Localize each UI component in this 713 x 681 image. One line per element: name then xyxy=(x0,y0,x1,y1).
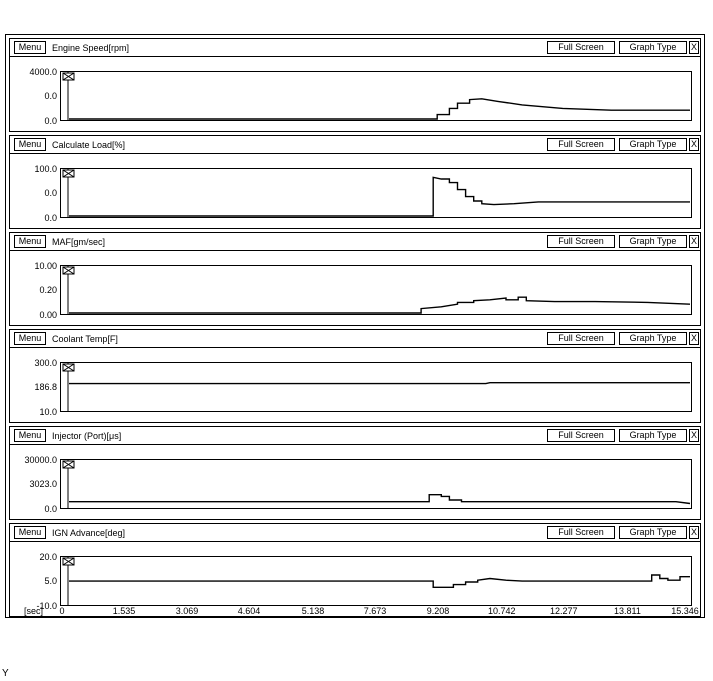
time-tick-label: 12.277 xyxy=(550,606,578,616)
y-tick-label: 3023.0 xyxy=(29,479,57,489)
close-button[interactable]: X xyxy=(690,139,697,149)
y-tick-label: 0.0 xyxy=(44,213,57,223)
y-tick-label: 10.0 xyxy=(39,407,57,417)
signal-trace xyxy=(69,99,690,119)
graph-panel xyxy=(9,426,701,520)
panel-header xyxy=(10,39,700,57)
plot-area[interactable] xyxy=(60,71,692,121)
time-tick-label: 4.604 xyxy=(237,606,261,616)
cursor-handle-icon[interactable] xyxy=(63,73,74,80)
graph-panel xyxy=(9,329,701,423)
graph-type-button[interactable]: Graph Type xyxy=(619,138,687,151)
panel-title: Coolant Temp[F] xyxy=(52,334,118,344)
panel-header xyxy=(10,427,700,445)
signal-trace xyxy=(69,575,690,587)
plot-svg xyxy=(61,72,691,120)
y-tick-label: 0.0 xyxy=(44,91,57,101)
plot-area[interactable] xyxy=(60,459,692,509)
close-button[interactable]: X xyxy=(690,430,697,440)
close-button[interactable]: X xyxy=(690,333,697,343)
y-tick-label: 0.0 xyxy=(44,504,57,514)
graph-panel xyxy=(9,135,701,229)
corner-label: Y xyxy=(2,668,9,679)
cursor-handle-icon[interactable] xyxy=(63,364,74,371)
full-screen-button[interactable]: Full Screen xyxy=(547,332,615,345)
close-button[interactable]: X xyxy=(690,527,697,537)
y-tick-label: 0.0 xyxy=(44,116,57,126)
y-tick-label: 10.00 xyxy=(34,261,57,271)
panel-title: MAF[gm/sec] xyxy=(52,237,106,247)
panel-title: Engine Speed[rpm] xyxy=(52,43,130,53)
menu-button[interactable]: Menu xyxy=(14,41,46,54)
plot-svg xyxy=(61,363,691,411)
full-screen-button[interactable]: Full Screen xyxy=(547,526,615,539)
menu-button[interactable]: Menu xyxy=(14,526,46,539)
full-screen-button[interactable]: Full Screen xyxy=(547,41,615,54)
y-tick-label: 300.0 xyxy=(34,358,57,368)
y-tick-label: 4000.0 xyxy=(29,67,57,77)
graph-panel xyxy=(9,523,701,617)
cursor-handle-icon[interactable] xyxy=(63,267,74,274)
signal-trace xyxy=(69,495,690,504)
time-tick-label: 0 xyxy=(59,606,65,616)
signal-trace xyxy=(69,383,690,384)
plot-svg xyxy=(61,266,691,314)
cursor-handle-icon[interactable] xyxy=(63,170,74,177)
panel-title: IGN Advance[deg] xyxy=(52,528,126,538)
graph-panel xyxy=(9,38,701,132)
cursor-handle-icon[interactable] xyxy=(63,558,74,565)
plot-svg xyxy=(61,460,691,508)
plot-area[interactable] xyxy=(60,362,692,412)
full-screen-button[interactable]: Full Screen xyxy=(547,429,615,442)
menu-button[interactable]: Menu xyxy=(14,235,46,248)
time-tick-label: 10.742 xyxy=(488,606,516,616)
menu-button[interactable]: Menu xyxy=(14,138,46,151)
plot-svg xyxy=(61,169,691,217)
time-tick-label: 15.346 xyxy=(671,606,699,616)
time-tick-label: 3.069 xyxy=(175,606,199,616)
time-tick-label: 9.208 xyxy=(426,606,450,616)
time-tick-label: 5.138 xyxy=(301,606,325,616)
y-tick-label: 0.00 xyxy=(39,310,57,320)
plot-svg xyxy=(61,557,691,605)
y-tick-label: 186.8 xyxy=(34,382,57,392)
time-axis xyxy=(6,606,706,618)
graph-panel xyxy=(9,232,701,326)
time-tick-label: 13.811 xyxy=(614,606,641,616)
panel-header xyxy=(10,330,700,348)
panel-header xyxy=(10,136,700,154)
y-tick-label: 0.20 xyxy=(39,285,57,295)
menu-button[interactable]: Menu xyxy=(14,332,46,345)
graph-window xyxy=(5,34,705,618)
y-tick-label: -10.0 xyxy=(36,601,57,611)
full-screen-button[interactable]: Full Screen xyxy=(547,235,615,248)
graph-type-button[interactable]: Graph Type xyxy=(619,332,687,345)
plot-area[interactable] xyxy=(60,168,692,218)
graph-type-button[interactable]: Graph Type xyxy=(619,235,687,248)
time-axis-unit: [sec] xyxy=(24,606,44,616)
cursor-handle-icon[interactable] xyxy=(63,461,74,468)
signal-trace xyxy=(69,177,690,216)
menu-button[interactable]: Menu xyxy=(14,429,46,442)
panel-title: Calculate Load[%] xyxy=(52,140,126,150)
time-tick-label: 7.673 xyxy=(363,606,387,616)
y-tick-label: 100.0 xyxy=(34,164,57,174)
y-tick-label: 5.0 xyxy=(44,576,57,586)
graph-type-button[interactable]: Graph Type xyxy=(619,429,687,442)
y-tick-label: 0.0 xyxy=(44,188,57,198)
y-tick-label: 20.0 xyxy=(39,552,57,562)
graph-type-button[interactable]: Graph Type xyxy=(619,41,687,54)
panel-title: Injector (Port)[μs] xyxy=(52,431,122,441)
close-button[interactable]: X xyxy=(690,42,697,52)
full-screen-button[interactable]: Full Screen xyxy=(547,138,615,151)
graph-type-button[interactable]: Graph Type xyxy=(619,526,687,539)
panel-header xyxy=(10,524,700,542)
panel-header xyxy=(10,233,700,251)
time-tick-label: 1.535 xyxy=(112,606,136,616)
plot-area[interactable] xyxy=(60,265,692,315)
close-button[interactable]: X xyxy=(690,236,697,246)
plot-area[interactable] xyxy=(60,556,692,606)
y-tick-label: 30000.0 xyxy=(24,455,57,465)
signal-trace xyxy=(69,297,690,313)
